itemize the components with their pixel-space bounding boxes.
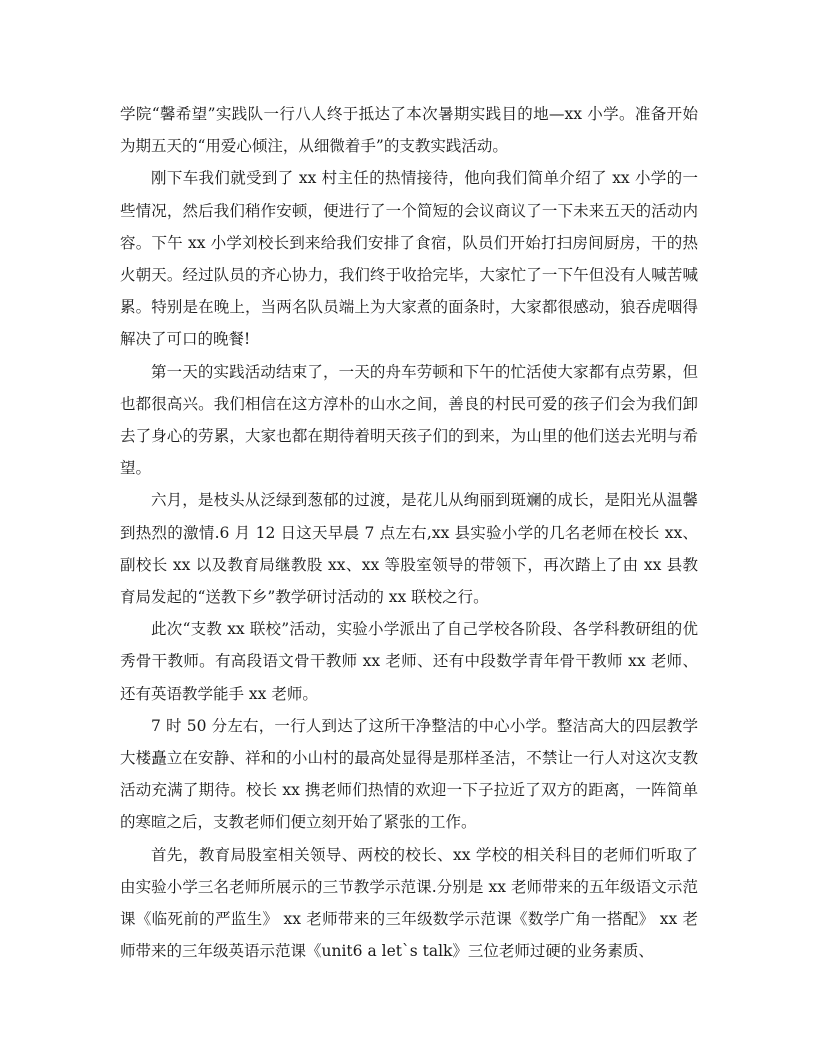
paragraph-7: 首先，教育局股室相关领导、两校的校长、xx 学校的相关科目的老师们听取了由实验小学三名老师所展示的三节教学示范课.分别是 xx 老师带来的五年级语文示范课《临死前的严监生》 xx 老师带来的三年级数学示范课《数学广角一搭配》 xx 老师带来的三年级英语示范课《unit6 a let`s talk》三位老师过硬的业务素质、 xyxy=(120,845,698,961)
paragraph-3: 第一天的实践活动结束了，一天的舟车劳顿和下午的忙活使大家都有点劳累，但也都很高兴。我们相信在这方淳朴的山水之间，善良的村民可爱的孩子们会为我们卸去了身心的劳累，大家也都在期待着明天孩子们的到来，为山里的他们送去光明与希望。 xyxy=(120,362,698,478)
paragraph-2: 刚下车我们就受到了 xx 村主任的热情接待，他向我们简单介绍了 xx 小学的一些情况，然后我们稍作安顿，便进行了一个简短的会议商议了一下未来五天的活动内容。下午 xx 小学刘校长到来给我们安排了食宿，队员们开始打扫房间厨房，干的热火朝天。经过队员的齐心协力，我们终于收拾完毕，大家忙了一下午但没有人喊苦喊累。特别是在晚上，当两名队员端上为大家煮的面条时，大家都很感动，狼吞虎咽得解决了可口的晚餐! xyxy=(120,169,698,349)
paragraph-5: 此次“支教 xx 联校”活动，实验小学派出了自己学校各阶段、各学科教研组的优秀骨干教师。有高段语文骨干教师 xx 老师、还有中段数学青年骨干教师 xx 老师、还有英语教学能手 xx 老师。 xyxy=(120,620,698,703)
document-body xyxy=(120,98,698,967)
paragraph-4: 六月，是枝头从泛绿到葱郁的过渡，是花儿从绚丽到斑斓的成长，是阳光从温馨到热烈的激情.6 月 12 日这天早晨 7 点左右,xx 县实验小学的几名老师在校长 xx、副校长 xx 以及教育局继教股 xx、xx 等股室领导的带领下，再次踏上了由 xx 县教育局发起的“送教下乡”教学研讨活动的 xx 联校之行。 xyxy=(120,491,698,607)
paragraph-6: 7 时 50 分左右，一行人到达了这所干净整洁的中心小学。整洁高大的四层教学大楼矗立在安静、祥和的小山村的最高处显得是那样圣洁，不禁让一行人对这次支教活动充满了期待。校长 xx 携老师们热情的欢迎一下子拉近了双方的距离，一阵简单的寒暄之后，支教老师们便立刻开始了紧张的工作。 xyxy=(120,716,698,832)
paragraph-1: 学院“馨希望”实践队一行八人终于抵达了本次暑期实践目的地—xx 小学。准备开始为期五天的“用爱心倾注，从细微着手”的支教实践活动。 xyxy=(120,105,698,156)
